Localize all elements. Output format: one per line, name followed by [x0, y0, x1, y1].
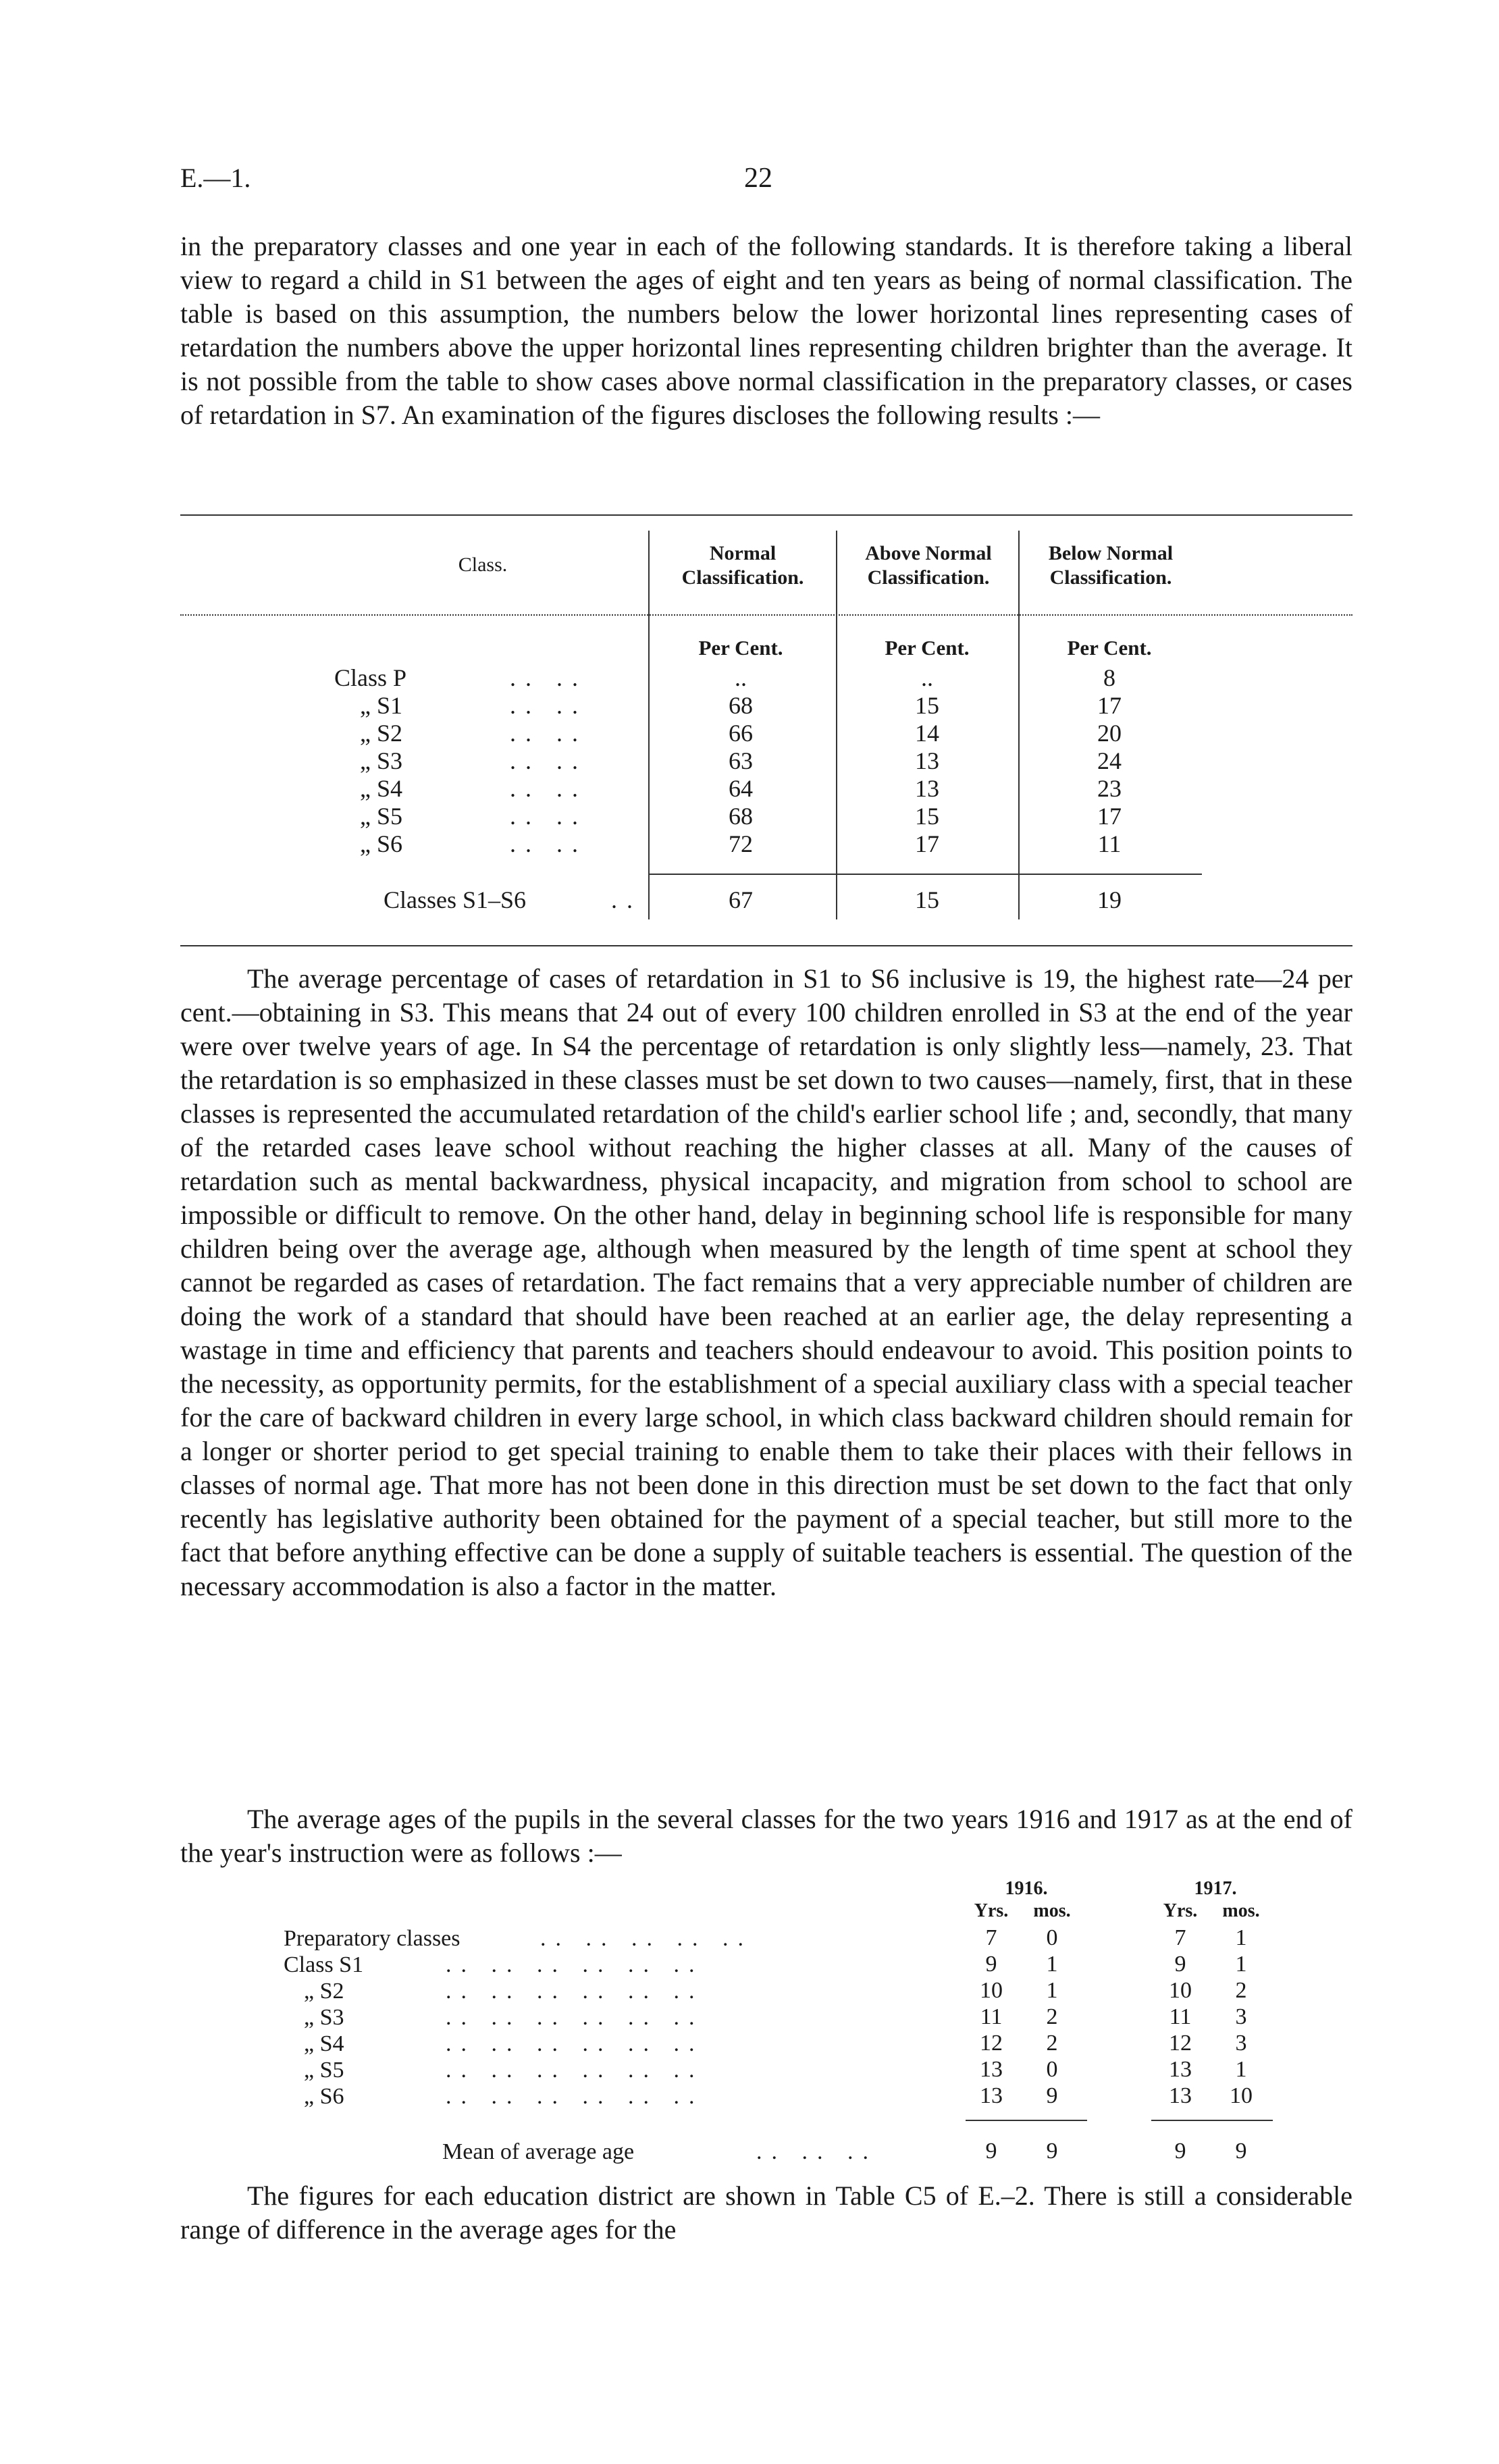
- total-normal: 67: [729, 886, 753, 913]
- months-1917: 3: [1235, 2004, 1247, 2029]
- below-value: 11: [1097, 830, 1122, 857]
- leader-dots: .. ..: [510, 803, 587, 830]
- paragraph-retardation: The average percentage of cases of retardation in S1 to S6 inclusive is 19, the highest rate—24 per cent.—obtaining in S3. This means that 24 out of every 100 children enrolled in S3 at the end of the year were over twelve years of age. In S4 the percentage of retardation is only slightly less—namely, 23. That the retardation is so emphasized in these classes must be set down to two causes—namely, first, that in these classes is represented the accumulated retardation of the child's earlier school life ; and, secondly, that many of the retarded cases leave school without reaching the higher classes at all. Many of the causes of retardation such as mental backwardness, physical incapacity, and migration from school to school are impossible or difficult to remove. On the other hand, delay in beginning school life is responsible for many children being over the average age, although when measured by the length of time spent at school they cannot be regarded as cases of retardation. The fact remains that a very appreciable number of children are doing the work of a standard that should have been reached at an earlier age, the delay representing a wastage in time and efficiency that parents and teachers should endeavour to avoid. This position points to the necessity, as opportunity permits, for the establishment of a special auxiliary class with a special teacher for the care of backward children in every large school, in which class backward children should remain for a longer or shorter period to get special training to enable them to take their places with their fellows in classes of normal age. That more has not been done in this direction must be set down to the fact that only recently has legislative authority been obtained for the payment of a special teacher, but still more to the fact that before anything effective can be done a supply of suitable teachers is essential. The question of the necessary accommodation is also a factor in the matter.: [180, 963, 1352, 1601]
- paragraph-average-ages: The average ages of the pupils in the several classes for the two years 1916 and 1917 as at the end of the year's instruction were as follows :—: [180, 1804, 1352, 1868]
- below-value: 17: [1097, 692, 1122, 719]
- months-1917: 1: [1235, 1925, 1247, 1950]
- mean-months-1917: 9: [1235, 2139, 1247, 2164]
- unit-months: mos.: [1033, 1900, 1071, 1921]
- row-label: Class P: [334, 664, 407, 691]
- years-1916: 12: [980, 2031, 1003, 2056]
- months-1916: 0: [1046, 2057, 1058, 2082]
- leader-dots: .. ..: [510, 720, 587, 747]
- years-1916: 10: [980, 1978, 1003, 2003]
- total-above: 15: [915, 886, 939, 913]
- months-1917: 10: [1230, 2083, 1253, 2108]
- unit-years: Yrs.: [974, 1900, 1009, 1921]
- header-below-normal: Below Normal Classification.: [1048, 542, 1174, 589]
- header-above-normal: Above Normal Classification.: [865, 542, 992, 589]
- years-1916: 11: [980, 2004, 1003, 2029]
- mean-label: Mean of average age: [442, 2139, 635, 2164]
- leader-dots: .. ..: [510, 664, 587, 691]
- header-class: Class.: [458, 554, 508, 576]
- above-value: 13: [915, 747, 939, 774]
- leader-dots: .. .. .. .. .. ..: [446, 2058, 704, 2083]
- months-1917: 1: [1235, 2057, 1247, 2082]
- above-value: 17: [915, 830, 939, 857]
- months-1916: 1: [1046, 1952, 1058, 1977]
- normal-value: 63: [729, 747, 753, 774]
- above-value: 15: [915, 692, 939, 719]
- page-number: 22: [744, 163, 772, 194]
- mean-months-1916: 9: [1046, 2139, 1058, 2164]
- paragraph-intro: in the preparatory classes and one year in each of the following standards. It is therefore taking a liberal view to regard a child in S1 between the ages of eight and ten years as being of normal classification. The table is based on this assumption, the numbers below the lower horizontal lines representing cases of retardation the numbers above the upper horizontal lines representing children brighter than the average. It is not possible from the table to show cases above normal classification in the preparatory classes, or cases of retardation in S7. An examination of the figures discloses the following results :—: [180, 231, 1352, 430]
- years-1917: 9: [1174, 1952, 1186, 1977]
- months-1917: 3: [1235, 2031, 1247, 2056]
- row-label: „ S2: [304, 1979, 344, 2004]
- leader-dots: .. .. .. .. .. ..: [446, 2084, 704, 2109]
- below-value: 17: [1097, 803, 1122, 830]
- total-below: 19: [1097, 886, 1122, 913]
- row-label: „ S3: [360, 747, 402, 774]
- below-value: 20: [1097, 720, 1122, 747]
- leader-dots: .. .. .. .. ..: [540, 1926, 753, 1951]
- months-1916: 2: [1046, 2004, 1058, 2029]
- row-label: Preparatory classes: [284, 1926, 461, 1951]
- year-heading-1916: 1916.: [1005, 1878, 1048, 1899]
- years-1916: 7: [985, 1925, 997, 1950]
- row-label: „ S6: [360, 830, 402, 857]
- months-1916: 1: [1046, 1978, 1058, 2003]
- above-value: 13: [915, 775, 939, 802]
- table-top-rule: [180, 514, 1352, 516]
- years-1917: 13: [1169, 2083, 1192, 2108]
- mean-years-1916: 9: [985, 2139, 997, 2164]
- unit-label: Per Cent.: [698, 636, 783, 660]
- year-heading-1917: 1917.: [1194, 1878, 1237, 1899]
- row-label: „ S6: [304, 2084, 344, 2109]
- above-value: ..: [921, 664, 933, 691]
- col-divider: [1018, 531, 1020, 919]
- row-label: „ S2: [360, 720, 402, 747]
- col-divider: [648, 531, 650, 919]
- col-divider: [836, 531, 837, 919]
- header-rule: [180, 614, 1352, 616]
- mean-years-1917: 9: [1174, 2139, 1186, 2164]
- months-1916: 2: [1046, 2031, 1058, 2056]
- row-label: „ S3: [304, 2005, 344, 2030]
- leader-dots: .. .. .. .. .. ..: [446, 2005, 704, 2030]
- years-1916: 9: [985, 1952, 997, 1977]
- above-value: 15: [915, 803, 939, 830]
- normal-value: 68: [729, 803, 753, 830]
- sum-rule-1917: [1151, 2120, 1273, 2121]
- subtotal-rule: [648, 874, 1202, 875]
- document-reference: E.—1.: [180, 163, 251, 193]
- row-label: Class S1: [284, 1952, 364, 1977]
- years-1916: 13: [980, 2057, 1003, 2082]
- row-label: „ S4: [360, 775, 402, 802]
- years-1917: 13: [1169, 2057, 1192, 2082]
- years-1917: 12: [1169, 2031, 1192, 2056]
- unit-years: Yrs.: [1163, 1900, 1198, 1921]
- years-1917: 10: [1169, 1978, 1192, 2003]
- normal-value: 66: [729, 720, 753, 747]
- normal-value: ..: [735, 664, 747, 691]
- months-1916: 0: [1046, 1925, 1058, 1950]
- table-bottom-rule: [180, 945, 1352, 946]
- below-value: 23: [1097, 775, 1122, 802]
- leader-dots: .. .. .. .. .. ..: [446, 1952, 704, 1977]
- header-normal: Normal Classification.: [681, 542, 804, 589]
- normal-value: 68: [729, 692, 753, 719]
- row-label: „ S4: [304, 2031, 344, 2056]
- normal-value: 64: [729, 775, 753, 802]
- below-value: 8: [1103, 664, 1115, 691]
- leader-dots: ..: [611, 886, 642, 913]
- above-value: 14: [915, 720, 939, 747]
- leader-dots: .. ..: [510, 830, 587, 857]
- years-1917: 11: [1169, 2004, 1192, 2029]
- row-label: „ S1: [360, 692, 402, 719]
- normal-value: 72: [729, 830, 753, 857]
- months-1917: 1: [1235, 1952, 1247, 1977]
- years-1917: 7: [1174, 1925, 1186, 1950]
- sum-rule-1916: [966, 2120, 1087, 2121]
- unit-label: Per Cent.: [1067, 636, 1152, 660]
- leader-dots: .. ..: [510, 775, 587, 802]
- leader-dots: .. ..: [510, 747, 587, 774]
- row-label: „ S5: [360, 803, 402, 830]
- unit-months: mos.: [1222, 1900, 1260, 1921]
- below-value: 24: [1097, 747, 1122, 774]
- years-1916: 13: [980, 2083, 1003, 2108]
- leader-dots: .. .. .. .. .. ..: [446, 1979, 704, 2004]
- months-1917: 2: [1235, 1978, 1247, 2003]
- total-label: Classes S1–S6: [384, 886, 527, 913]
- row-label: „ S5: [304, 2058, 344, 2083]
- leader-dots: .. .. .. .. .. ..: [446, 2031, 704, 2056]
- leader-dots: .. .. ..: [756, 2139, 878, 2164]
- paragraph-districts: The figures for each education district are shown in Table C5 of E.–2. There is still a considerable range of difference in the average ages for the: [180, 2180, 1352, 2245]
- unit-label: Per Cent.: [885, 636, 970, 660]
- leader-dots: .. ..: [510, 692, 587, 719]
- months-1916: 9: [1046, 2083, 1058, 2108]
- page-header: [180, 162, 1352, 203]
